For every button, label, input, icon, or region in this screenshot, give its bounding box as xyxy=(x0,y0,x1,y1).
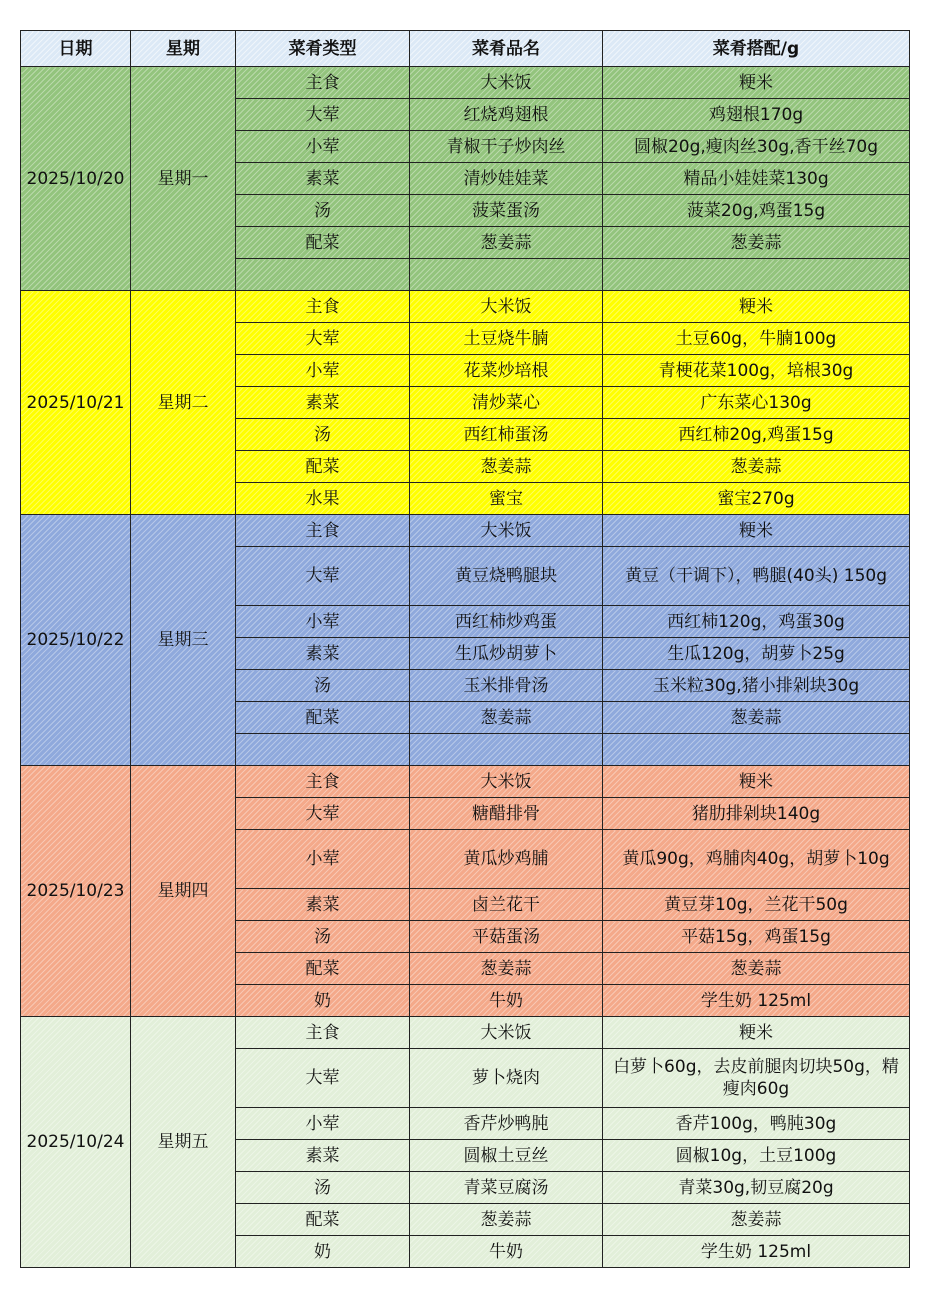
ingredients-cell: 精品小娃娃菜130g xyxy=(603,163,910,195)
ingredients-cell: 粳米 xyxy=(603,515,910,547)
weekday-cell: 星期五 xyxy=(131,1017,236,1268)
ingredients-cell: 圆椒10g，土豆100g xyxy=(603,1140,910,1172)
dish-type-cell: 小荤 xyxy=(236,830,410,889)
dish-name-cell: 清炒菜心 xyxy=(410,387,603,419)
dish-type-cell: 配菜 xyxy=(236,451,410,483)
dish-type-cell: 汤 xyxy=(236,419,410,451)
ingredients-cell xyxy=(603,734,910,766)
dish-type-cell: 奶 xyxy=(236,985,410,1017)
menu-row xyxy=(21,1017,910,1049)
dish-type-cell: 大荤 xyxy=(236,323,410,355)
ingredients-cell: 鸡翅根170g xyxy=(603,99,910,131)
dish-type-cell: 主食 xyxy=(236,766,410,798)
dish-name-cell: 青椒干子炒肉丝 xyxy=(410,131,603,163)
dish-type-cell: 小荤 xyxy=(236,131,410,163)
ingredients-cell: 生瓜120g，胡萝卜25g xyxy=(603,638,910,670)
dish-type-cell: 大荤 xyxy=(236,1049,410,1108)
dish-type-cell: 小荤 xyxy=(236,606,410,638)
dish-name-cell: 土豆烧牛腩 xyxy=(410,323,603,355)
dish-type-cell: 主食 xyxy=(236,291,410,323)
date-cell: 2025/10/24 xyxy=(21,1017,131,1268)
dish-type-cell: 配菜 xyxy=(236,227,410,259)
dish-name-cell: 大米饭 xyxy=(410,515,603,547)
ingredients-cell: 粳米 xyxy=(603,766,910,798)
ingredients-cell: 粳米 xyxy=(603,1017,910,1049)
dish-name-cell: 大米饭 xyxy=(410,291,603,323)
header-row xyxy=(21,31,910,67)
ingredients-cell: 土豆60g，牛腩100g xyxy=(603,323,910,355)
ingredients-cell: 蜜宝270g xyxy=(603,483,910,515)
dish-name-cell: 平菇蛋汤 xyxy=(410,921,603,953)
ingredients-cell: 白萝卜60g，去皮前腿肉切块50g，精瘦肉60g xyxy=(603,1049,910,1108)
ingredients-cell: 香芹100g，鸭肫30g xyxy=(603,1108,910,1140)
dish-type-cell: 配菜 xyxy=(236,702,410,734)
dish-name-cell: 西红柿蛋汤 xyxy=(410,419,603,451)
dish-name-cell: 花菜炒培根 xyxy=(410,355,603,387)
dish-type-cell: 素菜 xyxy=(236,387,410,419)
dish-name-cell: 菠菜蛋汤 xyxy=(410,195,603,227)
ingredients-cell: 青菜30g,韧豆腐20g xyxy=(603,1172,910,1204)
dish-name-cell: 大米饭 xyxy=(410,766,603,798)
dish-type-cell: 主食 xyxy=(236,1017,410,1049)
dish-type-cell: 素菜 xyxy=(236,638,410,670)
ingredients-cell: 葱姜蒜 xyxy=(603,451,910,483)
ingredients-cell: 葱姜蒜 xyxy=(603,1204,910,1236)
dish-name-cell: 葱姜蒜 xyxy=(410,1204,603,1236)
ingredients-cell: 广东菜心130g xyxy=(603,387,910,419)
dish-name-cell: 清炒娃娃菜 xyxy=(410,163,603,195)
date-cell: 2025/10/20 xyxy=(21,67,131,291)
ingredients-cell: 西红柿120g，鸡蛋30g xyxy=(603,606,910,638)
date-cell: 2025/10/23 xyxy=(21,766,131,1017)
dish-type-cell: 素菜 xyxy=(236,889,410,921)
dish-type-cell: 汤 xyxy=(236,195,410,227)
ingredients-cell: 学生奶 125ml xyxy=(603,1236,910,1268)
ingredients-cell: 学生奶 125ml xyxy=(603,985,910,1017)
dish-type-cell: 配菜 xyxy=(236,1204,410,1236)
dish-type-cell: 主食 xyxy=(236,67,410,99)
dish-type-cell: 汤 xyxy=(236,921,410,953)
dish-name-cell xyxy=(410,734,603,766)
ingredients-cell: 葱姜蒜 xyxy=(603,227,910,259)
header-dish-type: 菜肴类型 xyxy=(236,31,410,67)
dish-name-cell: 西红柿炒鸡蛋 xyxy=(410,606,603,638)
dish-name-cell: 牛奶 xyxy=(410,1236,603,1268)
dish-type-cell: 汤 xyxy=(236,670,410,702)
header-ingredients: 菜肴搭配/g xyxy=(603,31,910,67)
date-cell: 2025/10/21 xyxy=(21,291,131,515)
ingredients-cell: 菠菜20g,鸡蛋15g xyxy=(603,195,910,227)
menu-row xyxy=(21,67,910,99)
dish-name-cell: 青菜豆腐汤 xyxy=(410,1172,603,1204)
dish-name-cell: 生瓜炒胡萝卜 xyxy=(410,638,603,670)
ingredients-cell: 黄瓜90g，鸡脯肉40g，胡萝卜10g xyxy=(603,830,910,889)
dish-type-cell: 奶 xyxy=(236,1236,410,1268)
weekday-cell: 星期四 xyxy=(131,766,236,1017)
dish-name-cell: 葱姜蒜 xyxy=(410,451,603,483)
dish-name-cell: 黄瓜炒鸡脯 xyxy=(410,830,603,889)
dish-name-cell: 黄豆烧鸭腿块 xyxy=(410,547,603,606)
menu-row xyxy=(21,515,910,547)
header-date: 日期 xyxy=(21,31,131,67)
dish-name-cell: 葱姜蒜 xyxy=(410,953,603,985)
date-cell: 2025/10/22 xyxy=(21,515,131,766)
header-dish-name: 菜肴品名 xyxy=(410,31,603,67)
dish-type-cell: 配菜 xyxy=(236,953,410,985)
dish-name-cell: 糖醋排骨 xyxy=(410,798,603,830)
dish-type-cell: 主食 xyxy=(236,515,410,547)
ingredients-cell: 猪肋排剁块140g xyxy=(603,798,910,830)
dish-name-cell: 香芹炒鸭肫 xyxy=(410,1108,603,1140)
dish-type-cell: 大荤 xyxy=(236,547,410,606)
dish-name-cell: 玉米排骨汤 xyxy=(410,670,603,702)
dish-name-cell: 蜜宝 xyxy=(410,483,603,515)
dish-type-cell: 素菜 xyxy=(236,1140,410,1172)
ingredients-cell: 粳米 xyxy=(603,67,910,99)
dish-name-cell: 萝卜烧肉 xyxy=(410,1049,603,1108)
menu-row xyxy=(21,766,910,798)
ingredients-cell: 玉米粒30g,猪小排剁块30g xyxy=(603,670,910,702)
dish-name-cell: 葱姜蒜 xyxy=(410,227,603,259)
dish-name-cell: 圆椒土豆丝 xyxy=(410,1140,603,1172)
dish-type-cell: 大荤 xyxy=(236,798,410,830)
dish-name-cell: 牛奶 xyxy=(410,985,603,1017)
menu-row xyxy=(21,291,910,323)
menu-table xyxy=(20,30,910,1268)
ingredients-cell: 黄豆（干调下），鸭腿(40头) 150g xyxy=(603,547,910,606)
dish-name-cell xyxy=(410,259,603,291)
ingredients-cell: 平菇15g，鸡蛋15g xyxy=(603,921,910,953)
dish-type-cell: 水果 xyxy=(236,483,410,515)
weekday-cell: 星期三 xyxy=(131,515,236,766)
ingredients-cell: 黄豆芽10g，兰花干50g xyxy=(603,889,910,921)
weekday-cell: 星期一 xyxy=(131,67,236,291)
ingredients-cell: 西红柿20g,鸡蛋15g xyxy=(603,419,910,451)
dish-type-cell: 小荤 xyxy=(236,1108,410,1140)
ingredients-cell: 葱姜蒜 xyxy=(603,953,910,985)
dish-type-cell xyxy=(236,734,410,766)
dish-name-cell: 葱姜蒜 xyxy=(410,702,603,734)
dish-name-cell: 大米饭 xyxy=(410,67,603,99)
dish-type-cell: 素菜 xyxy=(236,163,410,195)
dish-type-cell: 汤 xyxy=(236,1172,410,1204)
dish-name-cell: 大米饭 xyxy=(410,1017,603,1049)
dish-type-cell: 大荤 xyxy=(236,99,410,131)
weekday-cell: 星期二 xyxy=(131,291,236,515)
ingredients-cell: 圆椒20g,瘦肉丝30g,香干丝70g xyxy=(603,131,910,163)
menu-body xyxy=(21,67,910,1268)
dish-type-cell: 小荤 xyxy=(236,355,410,387)
header-weekday: 星期 xyxy=(131,31,236,67)
ingredients-cell: 青梗花菜100g，培根30g xyxy=(603,355,910,387)
ingredients-cell: 葱姜蒜 xyxy=(603,702,910,734)
dish-name-cell: 卤兰花干 xyxy=(410,889,603,921)
dish-name-cell: 红烧鸡翅根 xyxy=(410,99,603,131)
dish-type-cell xyxy=(236,259,410,291)
ingredients-cell xyxy=(603,259,910,291)
ingredients-cell: 粳米 xyxy=(603,291,910,323)
